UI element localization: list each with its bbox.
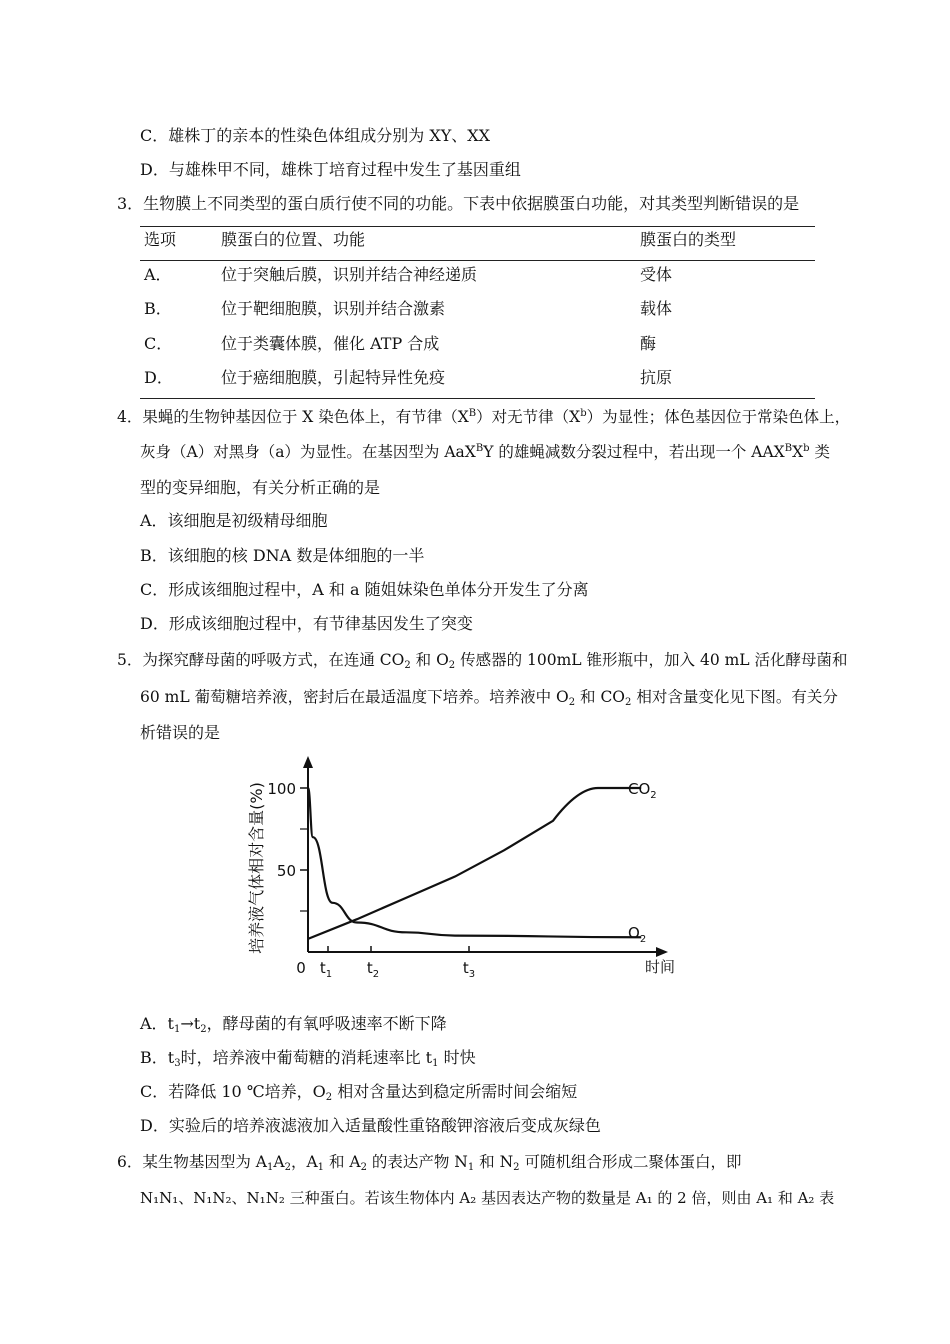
q5-option-d: D．实验后的培养液滤液加入适量酸性重铬酸钾溶液后变成灰绿色 [140, 1116, 601, 1135]
table-cell: 位于类囊体膜，催化 ATP 合成 [221, 334, 440, 353]
x-axis-arrow-icon [656, 947, 668, 957]
table-header-rule [140, 260, 815, 261]
q4-option-d: D．形成该细胞过程中，有节律基因发生了突变 [140, 614, 473, 633]
x-tick-label-t1: $t_1$ [319, 959, 333, 980]
table-row-label: C． [144, 334, 173, 353]
gas-content-chart [240, 752, 690, 984]
q2-option-d: D．与雄株甲不同，雄株丁培育过程中发生了基因重组 [140, 160, 521, 179]
q5-stem-line2: 60 mL 葡萄糖培养液，密封后在最适温度下培养。培养液中 $O_2$ 和 $CO_2$ 相对含量变化见下图。有关分 [140, 688, 838, 708]
table-bottom-rule [140, 398, 815, 399]
table-cell: 位于靶细胞膜，识别并结合激素 [221, 299, 446, 318]
x-tick-label-t2: $t_2$ [366, 959, 380, 980]
table-cell: 受体 [640, 265, 673, 284]
table-row-label: D． [144, 368, 173, 387]
q3-stem: 3．生物膜上不同类型的蛋白质行使不同的功能。下表中依据膜蛋白功能，对其类型判断错误的是 [117, 194, 800, 213]
table-cell: 位于突触后膜，识别并结合神经递质 [221, 265, 478, 284]
x-tick-label-0: 0 [296, 959, 306, 977]
table-header-type: 膜蛋白的类型 [640, 230, 737, 249]
x-tick-label-t3: $t_3$ [462, 959, 476, 980]
y-tick-label: 50 [276, 862, 296, 880]
co2-series-label: $CO_2$ [628, 780, 657, 801]
o2-series-label: $O_2$ [628, 924, 647, 945]
table-row-label: B． [144, 299, 172, 318]
table-cell: 抗原 [640, 368, 673, 387]
q4-option-b: B．该细胞的核 DNA 数是体细胞的一半 [140, 546, 425, 565]
co2-series-line [308, 788, 641, 939]
table-cell: 载体 [640, 299, 673, 318]
y-axis-arrow-icon [303, 756, 313, 768]
q2-option-c: C．雄株丁的亲本的性染色体组成分别为 XY、XX [140, 126, 491, 145]
o2-series-line [308, 788, 641, 937]
table-cell: 酶 [640, 334, 657, 353]
table-header-function: 膜蛋白的位置、功能 [221, 230, 366, 249]
q4-stem-line1: 4．果蝇的生物钟基因位于 X 染色体上，有节律$(X^B)$对无节律$(X^b)$为显性；体色基因位于常染色体上， [117, 408, 851, 426]
q5-stem-line1: 5．为探究酵母菌的呼吸方式，在连通 $CO_2$ 和 $O_2$ 传感器的 100mL 锥形瓶中，加入 40 mL 活化酵母菌和 [117, 651, 848, 671]
q4-stem-line3: 型的变异细胞，有关分析正确的是 [140, 478, 381, 497]
q5-option-b: B．$t_3$时，培养液中葡萄糖的消耗速率比 $t_1$ 时快 [140, 1048, 476, 1069]
chart-ylabel: 培养液气体相对含量(%) [247, 782, 266, 954]
table-cell: 位于癌细胞膜，引起特异性免疫 [221, 368, 446, 387]
q4-option-c: C．形成该细胞过程中，A 和 a 随姐妹染色单体分开发生了分离 [140, 580, 589, 599]
q5-option-c: C．若降低 10 ℃培养，$O_2$ 相对含量达到稳定所需时间会缩短 [140, 1082, 578, 1103]
q5-stem-line3: 析错误的是 [140, 723, 221, 742]
y-tick-label: 100 [267, 780, 296, 798]
table-top-rule [140, 226, 815, 227]
q6-stem-line2: N₁N₁、N₁N₂、N₁N₂ 三种蛋白。若该生物体内 A₂ 基因表达产物的数量是 A₁ 的 2 倍，则由 A₁ 和 A₂ 表 [140, 1189, 835, 1207]
q5-option-a: A．$t_1\to t_2$，酵母菌的有氧呼吸速率不断下降 [140, 1014, 447, 1035]
table-header-option: 选项 [144, 230, 177, 249]
q4-stem-line2: 灰身（A）对黑身（a）为显性。在基因型为 AaX$^B$Y 的雄蝇减数分裂过程中，若出现一个 $AAX^BX^b$ 类 [140, 443, 830, 461]
chart-xlabel: 时间 [644, 958, 676, 976]
q4-option-a: A．该细胞是初级精母细胞 [140, 511, 328, 530]
table-row-label: A． [144, 265, 172, 284]
q6-stem-line1: 6．某生物基因型为 $A_1A_2$，$A_1$ 和 $A_2$ 的表达产物 $N_1$ 和 $N_2$ 可随机组合形成二聚体蛋白，即 [117, 1153, 742, 1173]
